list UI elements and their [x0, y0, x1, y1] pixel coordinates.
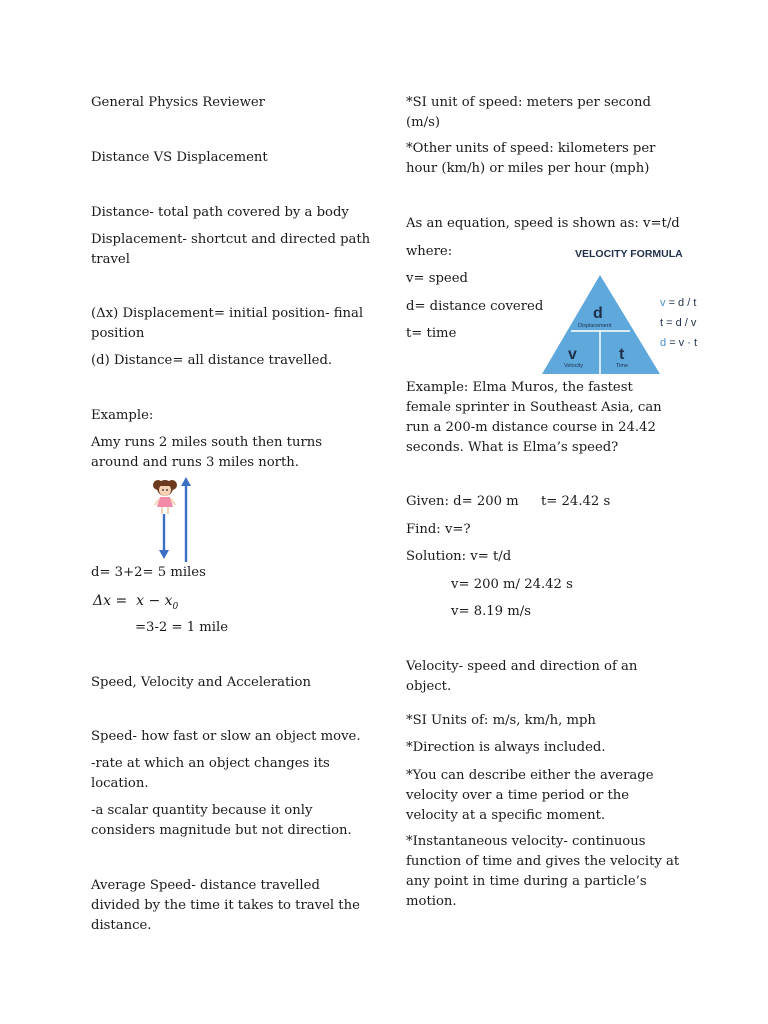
direction-note: *Direction is always included.: [406, 740, 606, 755]
find-velocity: Find: v=?: [406, 522, 471, 537]
d-definition: (d) Distance= all distance travelled.: [91, 353, 333, 368]
example-text: Amy runs 2 miles south then turns around and runs 3 miles north.: [91, 435, 323, 470]
speed-definition: Speed- how fast or slow an object move.: [91, 729, 361, 744]
document-title: General Physics Reviewer: [91, 95, 265, 110]
heading-distance-vs-displacement: Distance VS Displacement: [91, 150, 268, 165]
given-distance: Given: d= 200 m: [406, 494, 519, 509]
si-unit-speed: *SI unit of speed: meters per second (m/s): [406, 95, 651, 130]
velocity-formula-title: VELOCITY FORMULA: [575, 248, 683, 260]
equation-t-var: t: [660, 317, 664, 329]
d-definition-right: d= distance covered: [406, 299, 544, 314]
where-label: where:: [406, 244, 453, 259]
triangle-t-letter: t: [619, 346, 625, 363]
t-definition: t= time: [406, 326, 457, 341]
equation-v-var: v: [660, 297, 666, 309]
average-velocity-note: *You can describe either the average velocity over a time period or the velocity at a specific moment.: [406, 768, 654, 823]
formula-x0: x: [164, 593, 173, 609]
speed-scalar: -a scalar quantity because it only considers magnitude but not direction.: [91, 803, 352, 838]
formula-minus: −: [148, 593, 161, 609]
velocity-definition: Velocity- speed and direction of an object.: [406, 659, 638, 694]
solution-formula: Solution: v= t/d: [406, 549, 512, 564]
instantaneous-velocity-note: *Instantaneous velocity- continuous function of time and gives the velocity at any point in time during a particle’s motion.: [406, 834, 680, 909]
triangle-time-label: Time: [616, 363, 629, 369]
girl-icon: [153, 480, 177, 514]
formula-subscript: 0: [172, 601, 179, 612]
displacement-formula: [93, 591, 373, 617]
solution-line-2: v= 8.19 m/s: [451, 604, 531, 619]
south-arrowhead: [159, 550, 169, 559]
equation-d-rhs: = v · t: [669, 337, 697, 349]
velocity-formula-triangle: [538, 242, 710, 378]
heading-speed-velocity-acceleration: Speed, Velocity and Acceleration: [91, 675, 311, 690]
displacement-result: =3-2 = 1 mile: [135, 620, 229, 635]
speed-equation: As an equation, speed is shown as: v=t/d: [406, 216, 680, 231]
distance-calculation: d= 3+2= 5 miles: [91, 565, 206, 580]
average-speed-definition: Average Speed- distance travelled divided by the time it takes to travel the distance.: [91, 878, 360, 933]
equation-d: [660, 337, 697, 349]
distance-definition: Distance- total path covered by a body: [91, 205, 349, 220]
given-time: t= 24.42 s: [541, 494, 611, 509]
speed-rate: -rate at which an object changes its location.: [91, 756, 330, 791]
triangle-displacement-label: Displacement: [578, 323, 612, 329]
delta-x-definition: (Δx) Displacement= initial position- final position: [91, 306, 364, 341]
equation-t: [660, 317, 697, 329]
formula-lhs: Δx =: [93, 593, 128, 609]
si-units-velocity: *SI Units of: m/s, km/h, mph: [406, 713, 596, 728]
equation-d-var: d: [660, 337, 667, 349]
other-units-speed: *Other units of speed: kilometers per hour (km/h) or miles per hour (mph): [406, 141, 656, 176]
north-arrowhead: [181, 477, 191, 486]
displacement-definition: Displacement- shortcut and directed path travel: [91, 232, 371, 267]
solution-line-1: v= 200 m/ 24.42 s: [451, 577, 573, 592]
equation-v: [660, 297, 696, 309]
formula-x: x: [136, 593, 144, 609]
triangle-velocity-label: Velocity: [564, 363, 583, 369]
triangle-d-letter: d: [593, 305, 603, 322]
v-definition: v= speed: [406, 271, 468, 286]
elma-example: Example: Elma Muros, the fastest female sprinter in Southeast Asia, can run a 200-m distance course in 24.42 seconds. What is Elma’s speed?: [406, 380, 662, 455]
triangle-v-letter: v: [568, 346, 577, 363]
girl-runner-illustration: [148, 474, 194, 564]
example-label: Example:: [91, 408, 154, 423]
equation-t-rhs: = d / v: [666, 317, 697, 329]
equation-v-rhs: = d / t: [668, 297, 697, 309]
